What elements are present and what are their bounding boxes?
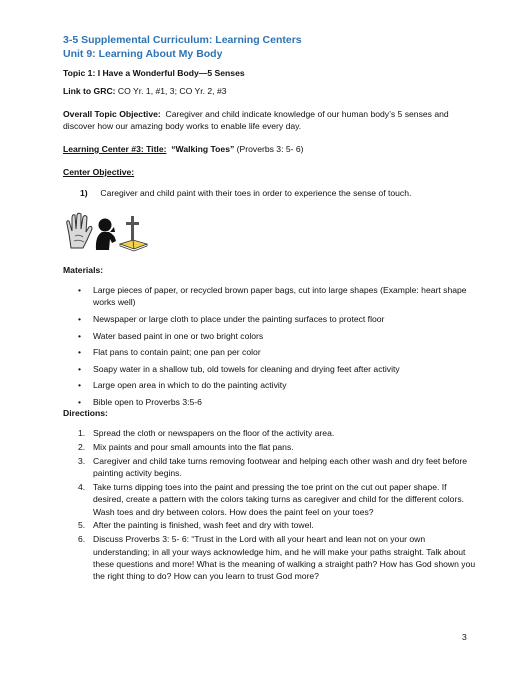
page-number: 3 xyxy=(462,632,467,642)
list-item: • Large pieces of paper, or recycled brown paper bags, cut into large shapes (Example: heart shape works well) xyxy=(78,285,467,308)
list-item: 2. Mix paints and pour small amounts into the flat pans. xyxy=(78,441,294,452)
unit-title: Unit 9: Learning About My Body xyxy=(63,48,223,60)
grc-value: CO Yr. 1, #1, 3; CO Yr. 2, #3 xyxy=(117,86,227,96)
objective-text: Caregiver and child indicate knowledge of our human body’s 5 senses and discover how our amazing body works to enable life every day. xyxy=(63,109,449,132)
list-item: • Large open area in which to do the painting activity xyxy=(78,380,287,391)
list-item: • Newspaper or large cloth to place under the painting surfaces to protect floor xyxy=(78,314,385,324)
directions-list xyxy=(78,427,478,584)
objective-number: 1) xyxy=(80,188,88,198)
objective-item-text: Caregiver and child paint with their toes in order to experience the sense of touch. xyxy=(100,188,412,198)
list-item: • Bible open to Proverbs 3:5-6 xyxy=(78,396,202,407)
hand-icon xyxy=(67,213,92,248)
document-header xyxy=(63,33,483,61)
center-title: “Walking Toes” xyxy=(171,144,235,154)
topic-line: Topic 1: I Have a Wonderful Body—5 Senses xyxy=(63,68,245,78)
materials-heading: Materials: xyxy=(63,265,104,275)
center-objective-heading: Center Objective: xyxy=(63,167,135,177)
center-objective-item xyxy=(80,187,480,199)
center-label: Learning Center #3: Title: xyxy=(63,144,167,154)
list-item: 5. After the painting is finished, wash feet and dry with towel. xyxy=(78,520,314,531)
list-item: • Water based paint in one or two bright colors xyxy=(78,330,264,341)
list-item: 1. Spread the cloth or newspapers on the floor of the activity area. xyxy=(78,428,335,438)
grc-label: Link to GRC: xyxy=(63,86,116,96)
materials-list xyxy=(78,284,478,413)
curriculum-title: 3-5 Supplemental Curriculum: Learning Centers xyxy=(63,34,302,46)
activity-icons xyxy=(65,210,155,252)
directions-heading: Directions: xyxy=(63,408,108,418)
learning-center-line xyxy=(63,143,471,155)
list-item: 3. Caregiver and child take turns removing footwear and helping each other wash and dry feet before painting activity begins. xyxy=(78,455,468,478)
center-reference: (Proverbs 3: 5- 6) xyxy=(236,144,304,154)
cross-bible-icon xyxy=(120,216,147,251)
icon-strip xyxy=(65,210,155,252)
overall-objective xyxy=(63,108,471,133)
grc-line xyxy=(63,85,471,97)
objective-label: Overall Topic Objective: xyxy=(63,109,161,119)
praying-child-icon xyxy=(96,219,116,251)
list-item: • Soapy water in a shallow tub, old towels for cleaning and drying feet after activity xyxy=(78,363,400,374)
list-item: • Flat pans to contain paint; one pan per color xyxy=(78,347,261,358)
list-item: 6. Discuss Proverbs 3: 5- 6: “Trust in the Lord with all your heart and lean not on your own understanding; in all your ways acknowledge him, and he will make your paths straight. Talk about these questions and more! What is the meaning of walking a straight path? How has God shown you the right thing to do? How can you learn to trust God more? xyxy=(78,534,476,582)
list-item: 4. Take turns dipping toes into the paint and pressing the toe print on the cut out paper shape. If desired, create a pattern with the colors taking turns as caregiver and child for the different colors. Wash toes and dry between colors. How does the paint feel on your toes? xyxy=(78,481,464,517)
